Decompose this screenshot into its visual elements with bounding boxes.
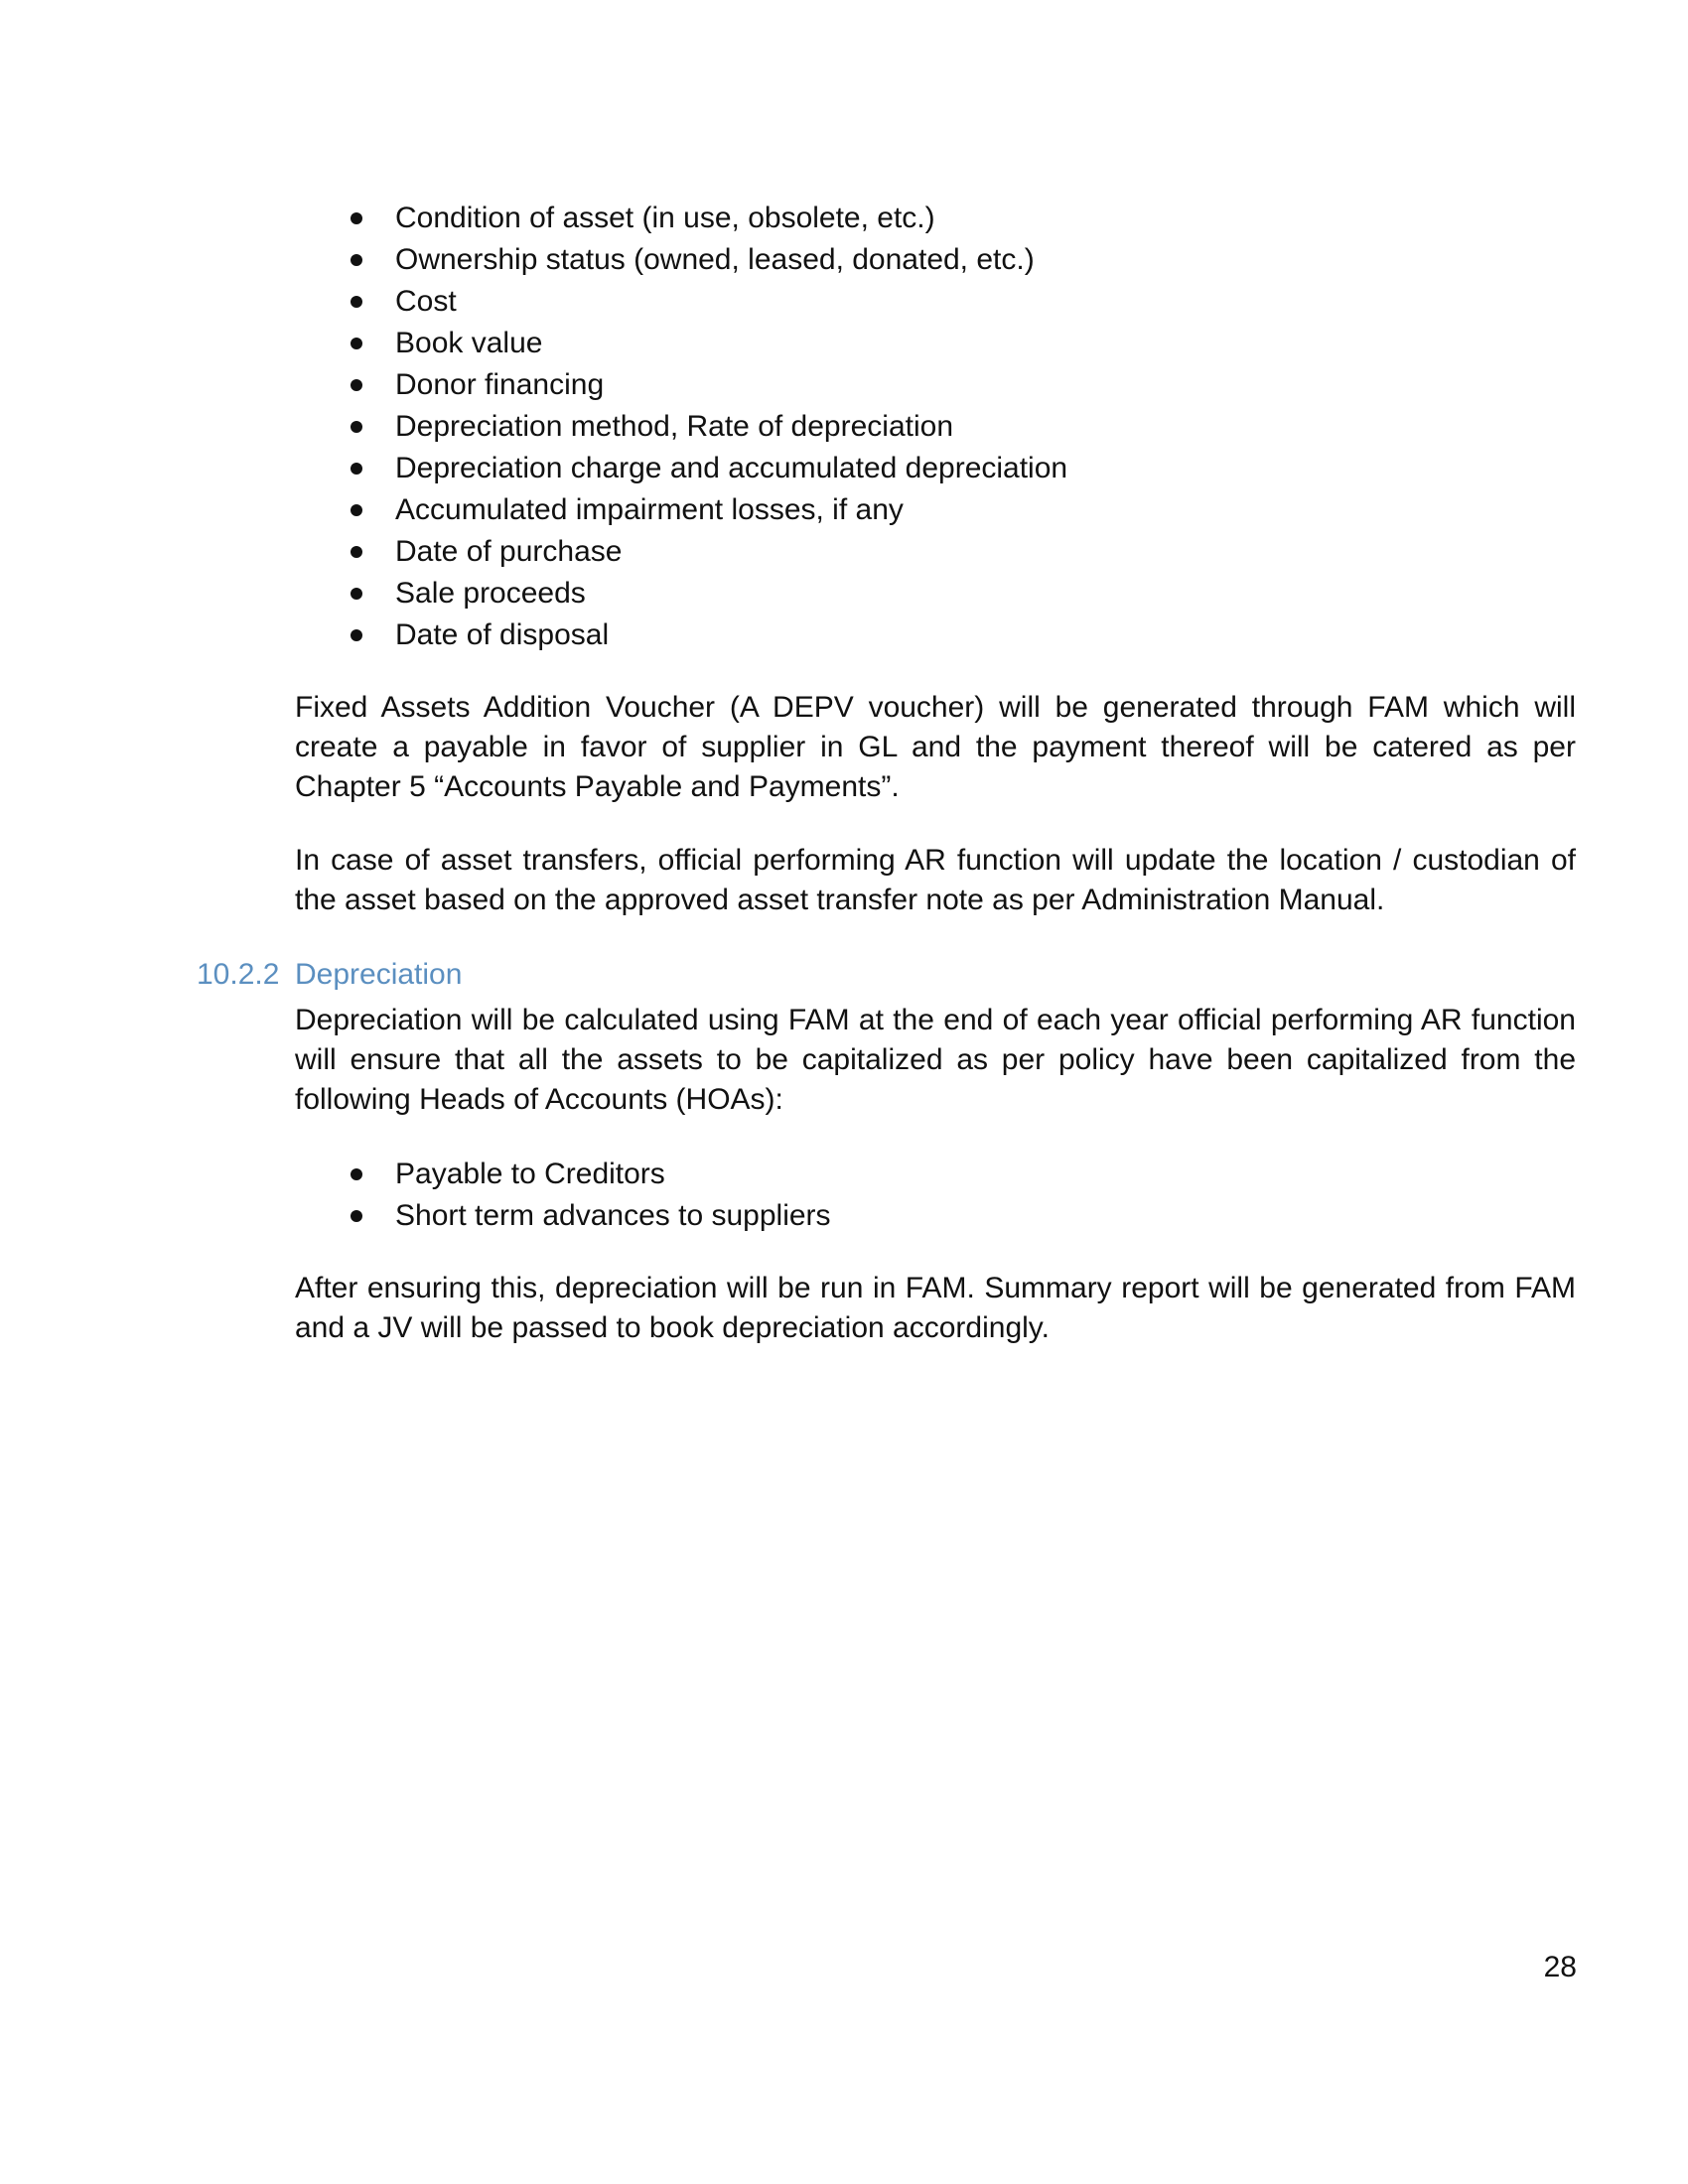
- list-item-text: Cost: [395, 285, 457, 318]
- list-item-text: Depreciation method, Rate of depreciation: [395, 410, 954, 443]
- section-title: Depreciation: [295, 958, 463, 991]
- list-item-text: Date of purchase: [395, 535, 623, 568]
- bullet-icon: [351, 212, 362, 224]
- list-item: [351, 573, 1542, 614]
- paragraph-asset-transfers: In case of asset transfers, official performing AR function will update the location / custodian of the asset based on the approved asset transfer note as per Administration Manual.: [295, 844, 1576, 916]
- list-item-text: Sale proceeds: [395, 577, 586, 610]
- list-item: [351, 448, 1542, 489]
- bullet-icon: [351, 296, 362, 308]
- list-item: [351, 364, 1542, 406]
- paragraph-depreciation-calc: Depreciation will be calculated using FAM at the end of each year official performing AR function will ensure that all the assets to be capitalized as per policy have been capitalized from the following Heads of Accounts (HOAs):: [295, 1004, 1576, 1116]
- bullet-icon: [351, 338, 362, 349]
- list-item-text: Donor financing: [395, 368, 605, 401]
- list-item: [351, 239, 1542, 281]
- bullet-icon: [351, 254, 362, 266]
- bullet-icon: [351, 1210, 362, 1222]
- bullet-icon: [351, 421, 362, 433]
- list-item: [351, 323, 1542, 364]
- list-item-text: Depreciation charge and accumulated depreciation: [395, 452, 1068, 484]
- list-item-text: Book value: [395, 327, 543, 359]
- paragraph-fixed-assets-voucher: Fixed Assets Addition Voucher (A DEPV voucher) will be generated through FAM which will create a payable in favor of supplier in GL and the payment thereof will be catered as per Chapter 5 “Accounts Payable and Payments”.: [295, 691, 1576, 803]
- list-item-text: Condition of asset (in use, obsolete, etc.): [395, 202, 935, 234]
- list-item: [351, 281, 1542, 323]
- bullet-icon: [351, 588, 362, 600]
- list-item: [351, 489, 1542, 531]
- list-item-text: Short term advances to suppliers: [395, 1199, 831, 1232]
- bullet-icon: [351, 629, 362, 641]
- bullet-icon: [351, 546, 362, 558]
- paragraph-run-depreciation: After ensuring this, depreciation will be run in FAM. Summary report will be generated from FAM and a JV will be passed to book depreciation accordingly.: [295, 1272, 1576, 1344]
- bullet-icon: [351, 379, 362, 391]
- list-item-text: Payable to Creditors: [395, 1158, 665, 1190]
- list-item-text: Accumulated impairment losses, if any: [395, 493, 904, 526]
- section-number: 10.2.2: [197, 958, 280, 991]
- list-item: [351, 531, 1542, 573]
- bullet-icon: [351, 1168, 362, 1180]
- list-item: [351, 1195, 1542, 1237]
- list-item: [351, 198, 1542, 239]
- asset-attributes-list: [351, 198, 1542, 656]
- bullet-icon: [351, 463, 362, 475]
- list-item: [351, 1154, 1542, 1195]
- list-item-text: Ownership status (owned, leased, donated, etc.): [395, 243, 1035, 276]
- list-item: [351, 406, 1542, 448]
- list-item: [351, 614, 1542, 656]
- section-heading: [197, 955, 462, 995]
- page-number: 28: [1543, 1951, 1577, 1983]
- list-item-text: Date of disposal: [395, 618, 610, 651]
- bullet-icon: [351, 504, 362, 516]
- heads-of-accounts-list: [351, 1154, 1542, 1237]
